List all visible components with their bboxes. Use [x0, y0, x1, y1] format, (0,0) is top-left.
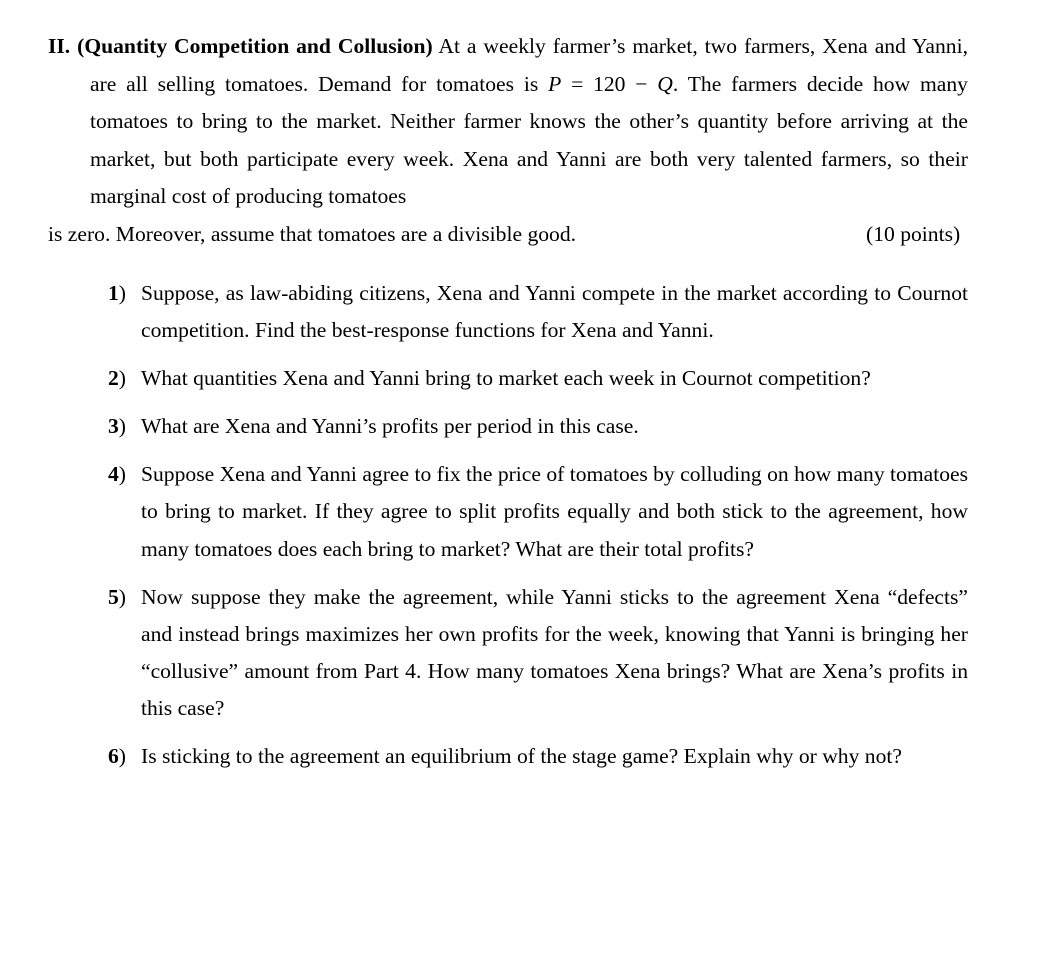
question-item	[108, 275, 968, 349]
question-text: What are Xena and Yanni’s profits per period in this case.	[141, 414, 639, 439]
question-number: 5)	[108, 584, 126, 609]
problem-statement	[48, 28, 968, 254]
eq-quantity-symbol: Q	[657, 71, 673, 96]
question-number: 1)	[108, 281, 126, 305]
question-number: 3)	[108, 414, 126, 439]
problem-title: (Quantity Competition and Collusion)	[77, 34, 433, 58]
intro-text-b: . The farmers decide how many tomatoes to bring to the market. Neither farmer knows the other’s quantity before arriving at the market, but both participate every week. Xena and Yanni are both very talented farmers, so their marginal cost of producing tomatoes	[90, 71, 968, 209]
question-number: 4)	[108, 462, 126, 487]
eq-middle: = 120 −	[561, 71, 658, 96]
question-text: Is sticking to the agreement an equilibrium of the stage game? Explain why or why not?	[141, 744, 902, 769]
question-text: Suppose, as law-abiding citizens, Xena and Yanni compete in the market according to Cournot competition. Find the best-response functions for Xena and Yanni.	[141, 281, 968, 343]
eq-price-symbol: P	[548, 71, 562, 96]
question-text: What quantities Xena and Yanni bring to market each week in Cournot competition?	[141, 366, 871, 391]
question-list	[108, 275, 968, 786]
problem-number: II.	[48, 34, 71, 58]
question-item	[108, 408, 968, 445]
question-item	[108, 579, 968, 728]
question-item	[108, 738, 968, 775]
question-item	[108, 360, 968, 397]
question-item	[108, 456, 968, 568]
points-line	[48, 216, 968, 254]
intro-last-line: is zero. Moreover, assume that tomatoes are a divisible good.	[48, 221, 577, 246]
points-label: (10 points)	[866, 221, 961, 246]
question-text: Suppose Xena and Yanni agree to fix the price of tomatoes by colluding on how many tomatoes to bring to market. If they agree to split profits equally and both stick to the agreement, how many tomatoes does each bring to market? What are their total profits?	[141, 462, 968, 561]
question-text: Now suppose they make the agreement, while Yanni sticks to the agreement Xena “defects” and instead brings maximizes her own profits for the week, knowing that Yanni is bringing her “collusive” amount from Part 4. How many tomatoes Xena brings? What are Xena’s profits in this case?	[141, 584, 968, 721]
problem-intro	[48, 28, 968, 254]
question-number: 2)	[108, 366, 126, 391]
question-number: 6)	[108, 744, 126, 769]
intro-text-a: At a weekly farmer’s market, two farmers, Xena and Yanni, are all selling tomatoes. Demand for tomatoes is	[90, 34, 968, 96]
